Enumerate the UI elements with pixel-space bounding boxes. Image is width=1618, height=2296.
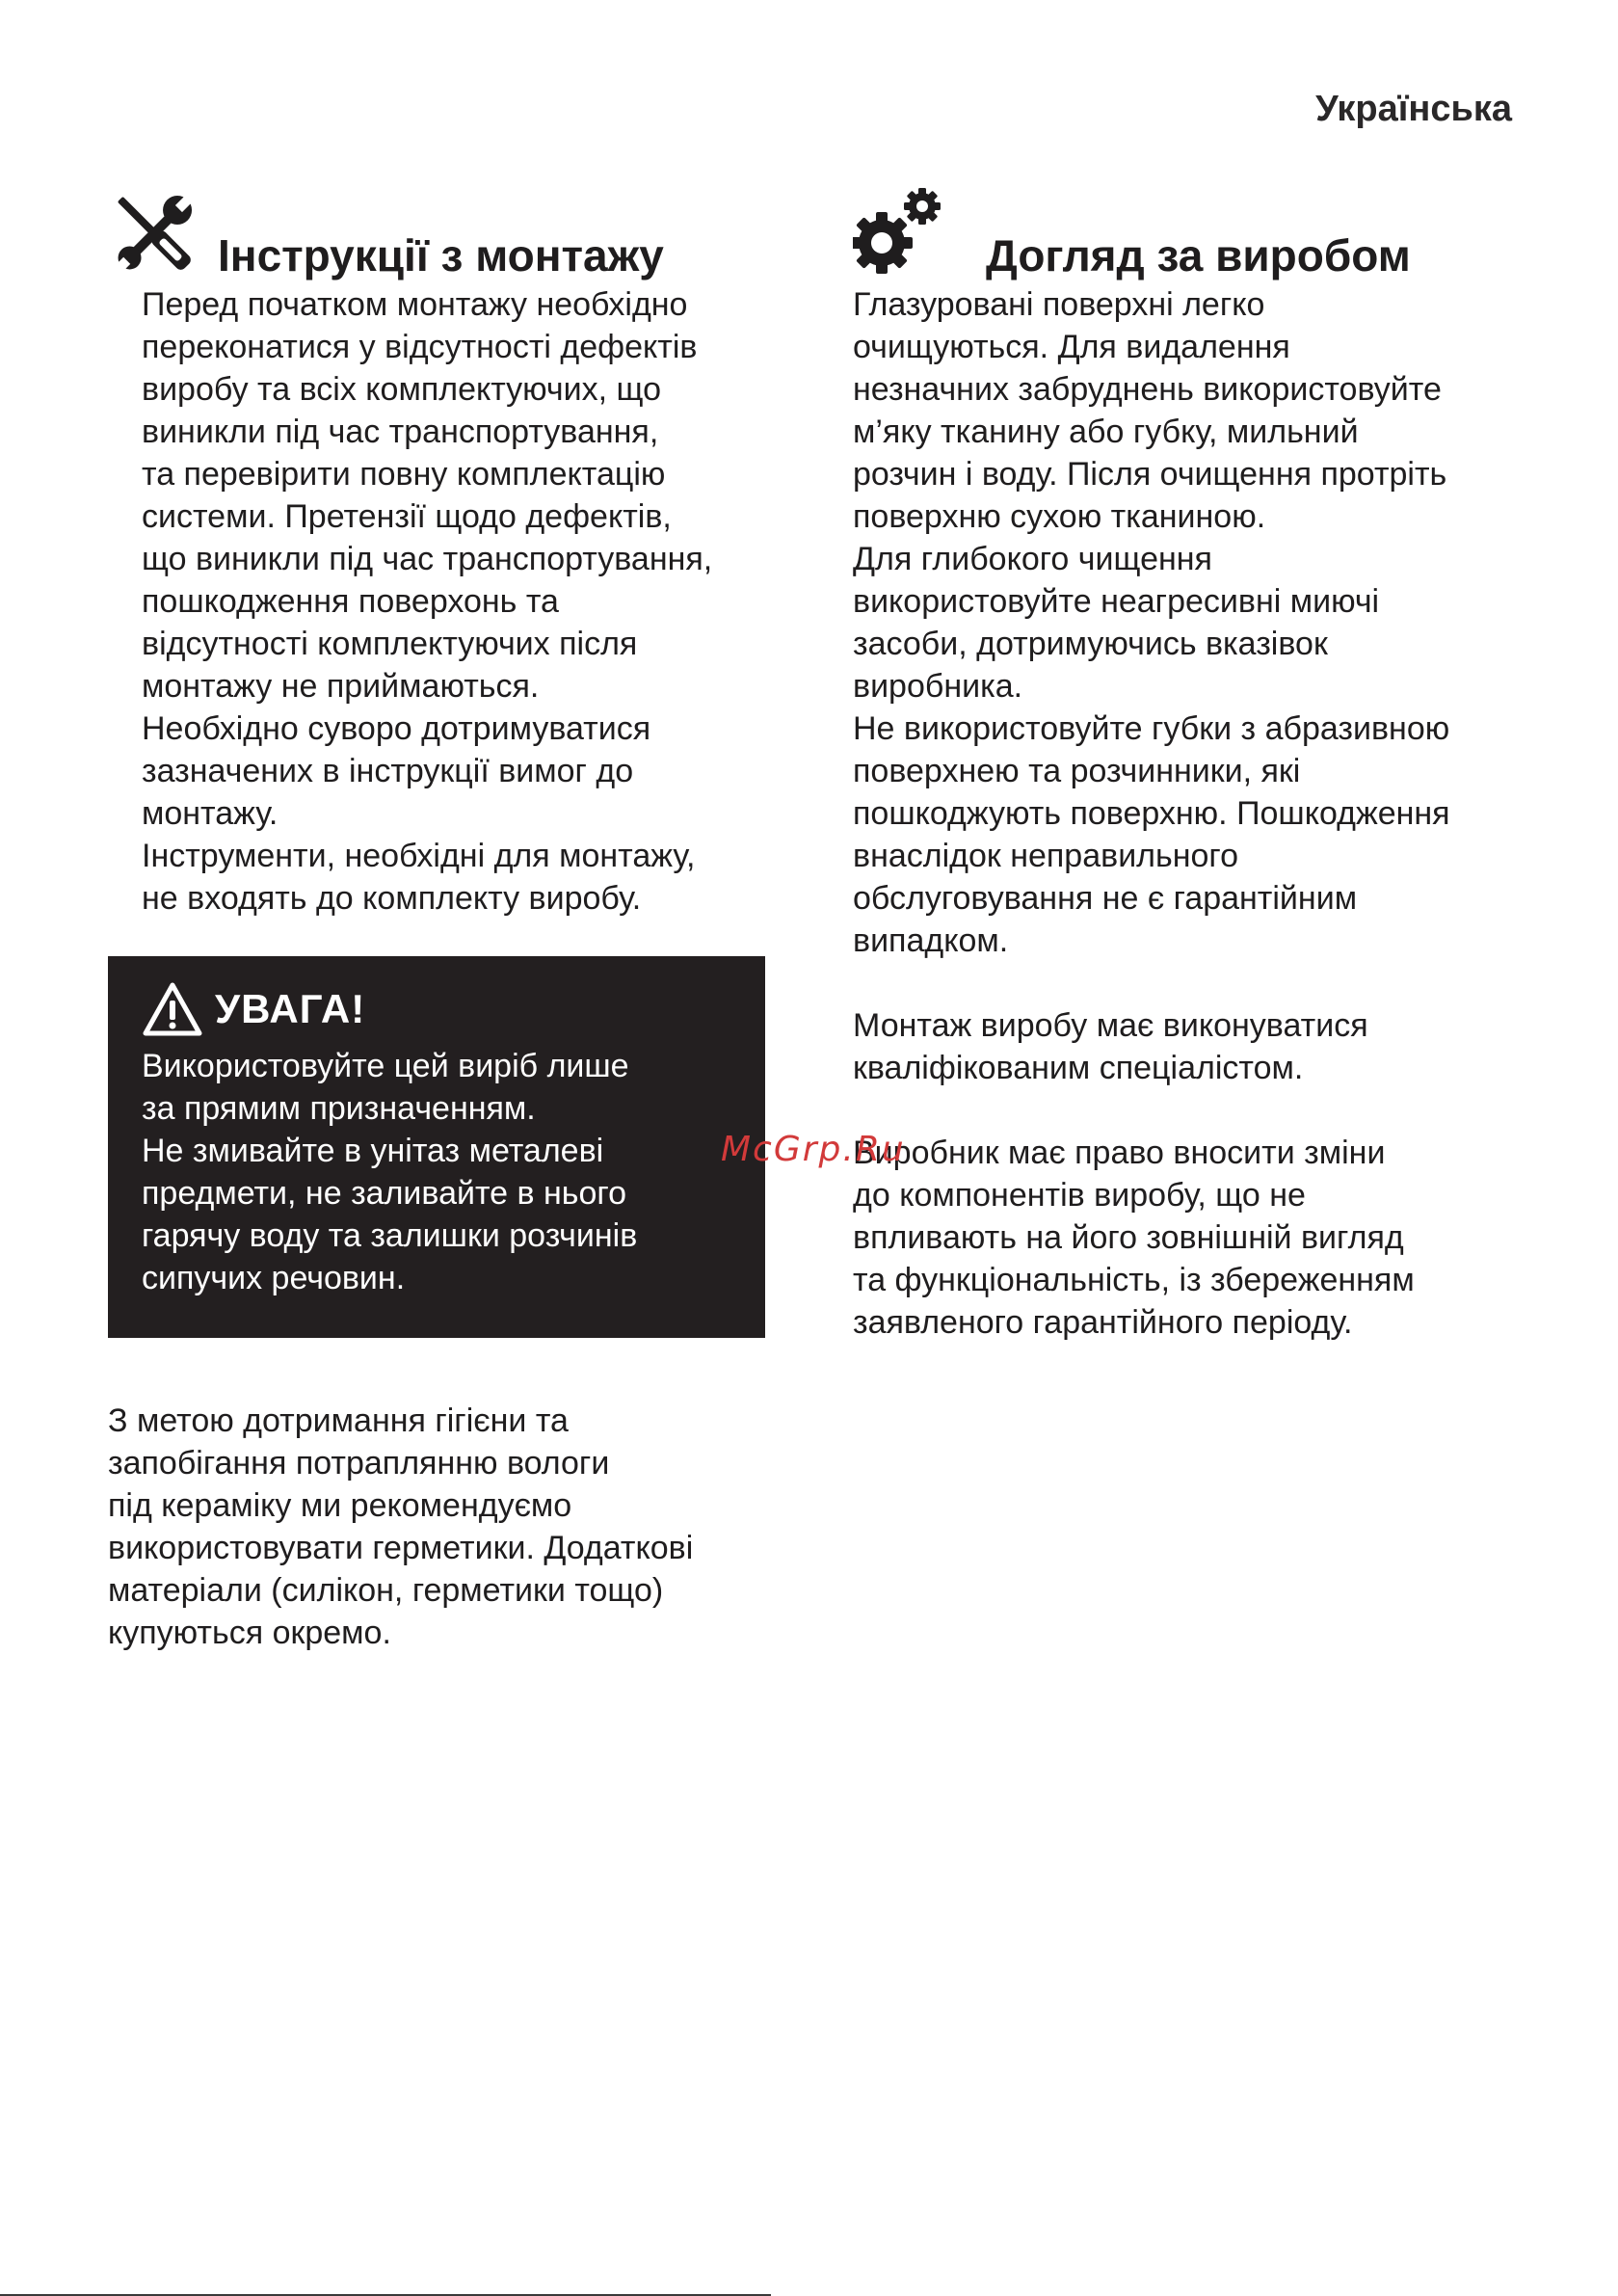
gears-icon [853,187,945,280]
warning-triangle-icon [142,981,203,1037]
installation-section [108,174,773,1654]
warning-title: УВАГА! [215,986,366,1031]
warning-box [108,956,765,1338]
installer-note: Монтаж виробу має виконуватися кваліфікованим спеціалістом. [853,1007,1368,1086]
installation-title: Інструкції з монтажу [218,230,664,280]
care-section [853,174,1518,1344]
tools-icon [108,187,200,280]
warning-text: Використовуйте цей виріб лише за прямим призначенням. Не змивайте в унітаз металеві предмети, не заливайте в нього гарячу воду та залишки розчинів сипучих речовин. [142,1048,638,1296]
language-label: Українська [1315,89,1512,129]
hygiene-text: З метою дотримання гігієни та запобігання потраплянню вологи під кераміку ми рекомендуємо використовувати герметики. Додаткові матеріали (силікон, герметики тощо) купуються окремо. [108,1402,694,1651]
care-title: Догляд за виробом [986,230,1411,280]
watermark: McGrp.Ru [721,1130,906,1169]
installation-text: Перед початком монтажу необхідно переконатися у відсутності дефектів виробу та всіх комплектуючих, що виникли під час транспортування, та перевірити повну комплектацію системи. Претензії щодо дефектів, що виникли під час транспортування, пошкодження поверхонь та відсутності комплектуючих після монтажу не приймаються. Необхідно суворо дотримуватися зазначених в інструкції вимог до монтажу. Інструменти, необхідні для монтажу, не входять до комплекту виробу. [142,286,713,917]
warning-heading-row [142,975,765,1043]
care-text: Глазуровані поверхні легко очищуються. Для видалення незначних забруднень використовуйте м’яку тканину або губку, мильний розчин і воду. Після очищення протріть поверхню сухою тканиною. Для глибокого чищення використовуйте неагресивні миючі засоби, дотримуючись вказівок виробника. Не використовуйте губки з абразивною поверхнею та розчинники, які пошкоджують поверхню. Пошкодження внаслідок неправильного обслуговування не є гарантійним випадком. [853,286,1450,959]
care-heading-row [853,174,1518,280]
manufacturer-note: Виробник має право вносити зміни до компонентів виробу, що не впливають на його зовнішній вигляд та функціональність, із збереженням заявленого гарантійного періоду. [853,1135,1415,1341]
installation-heading-row [108,174,773,280]
